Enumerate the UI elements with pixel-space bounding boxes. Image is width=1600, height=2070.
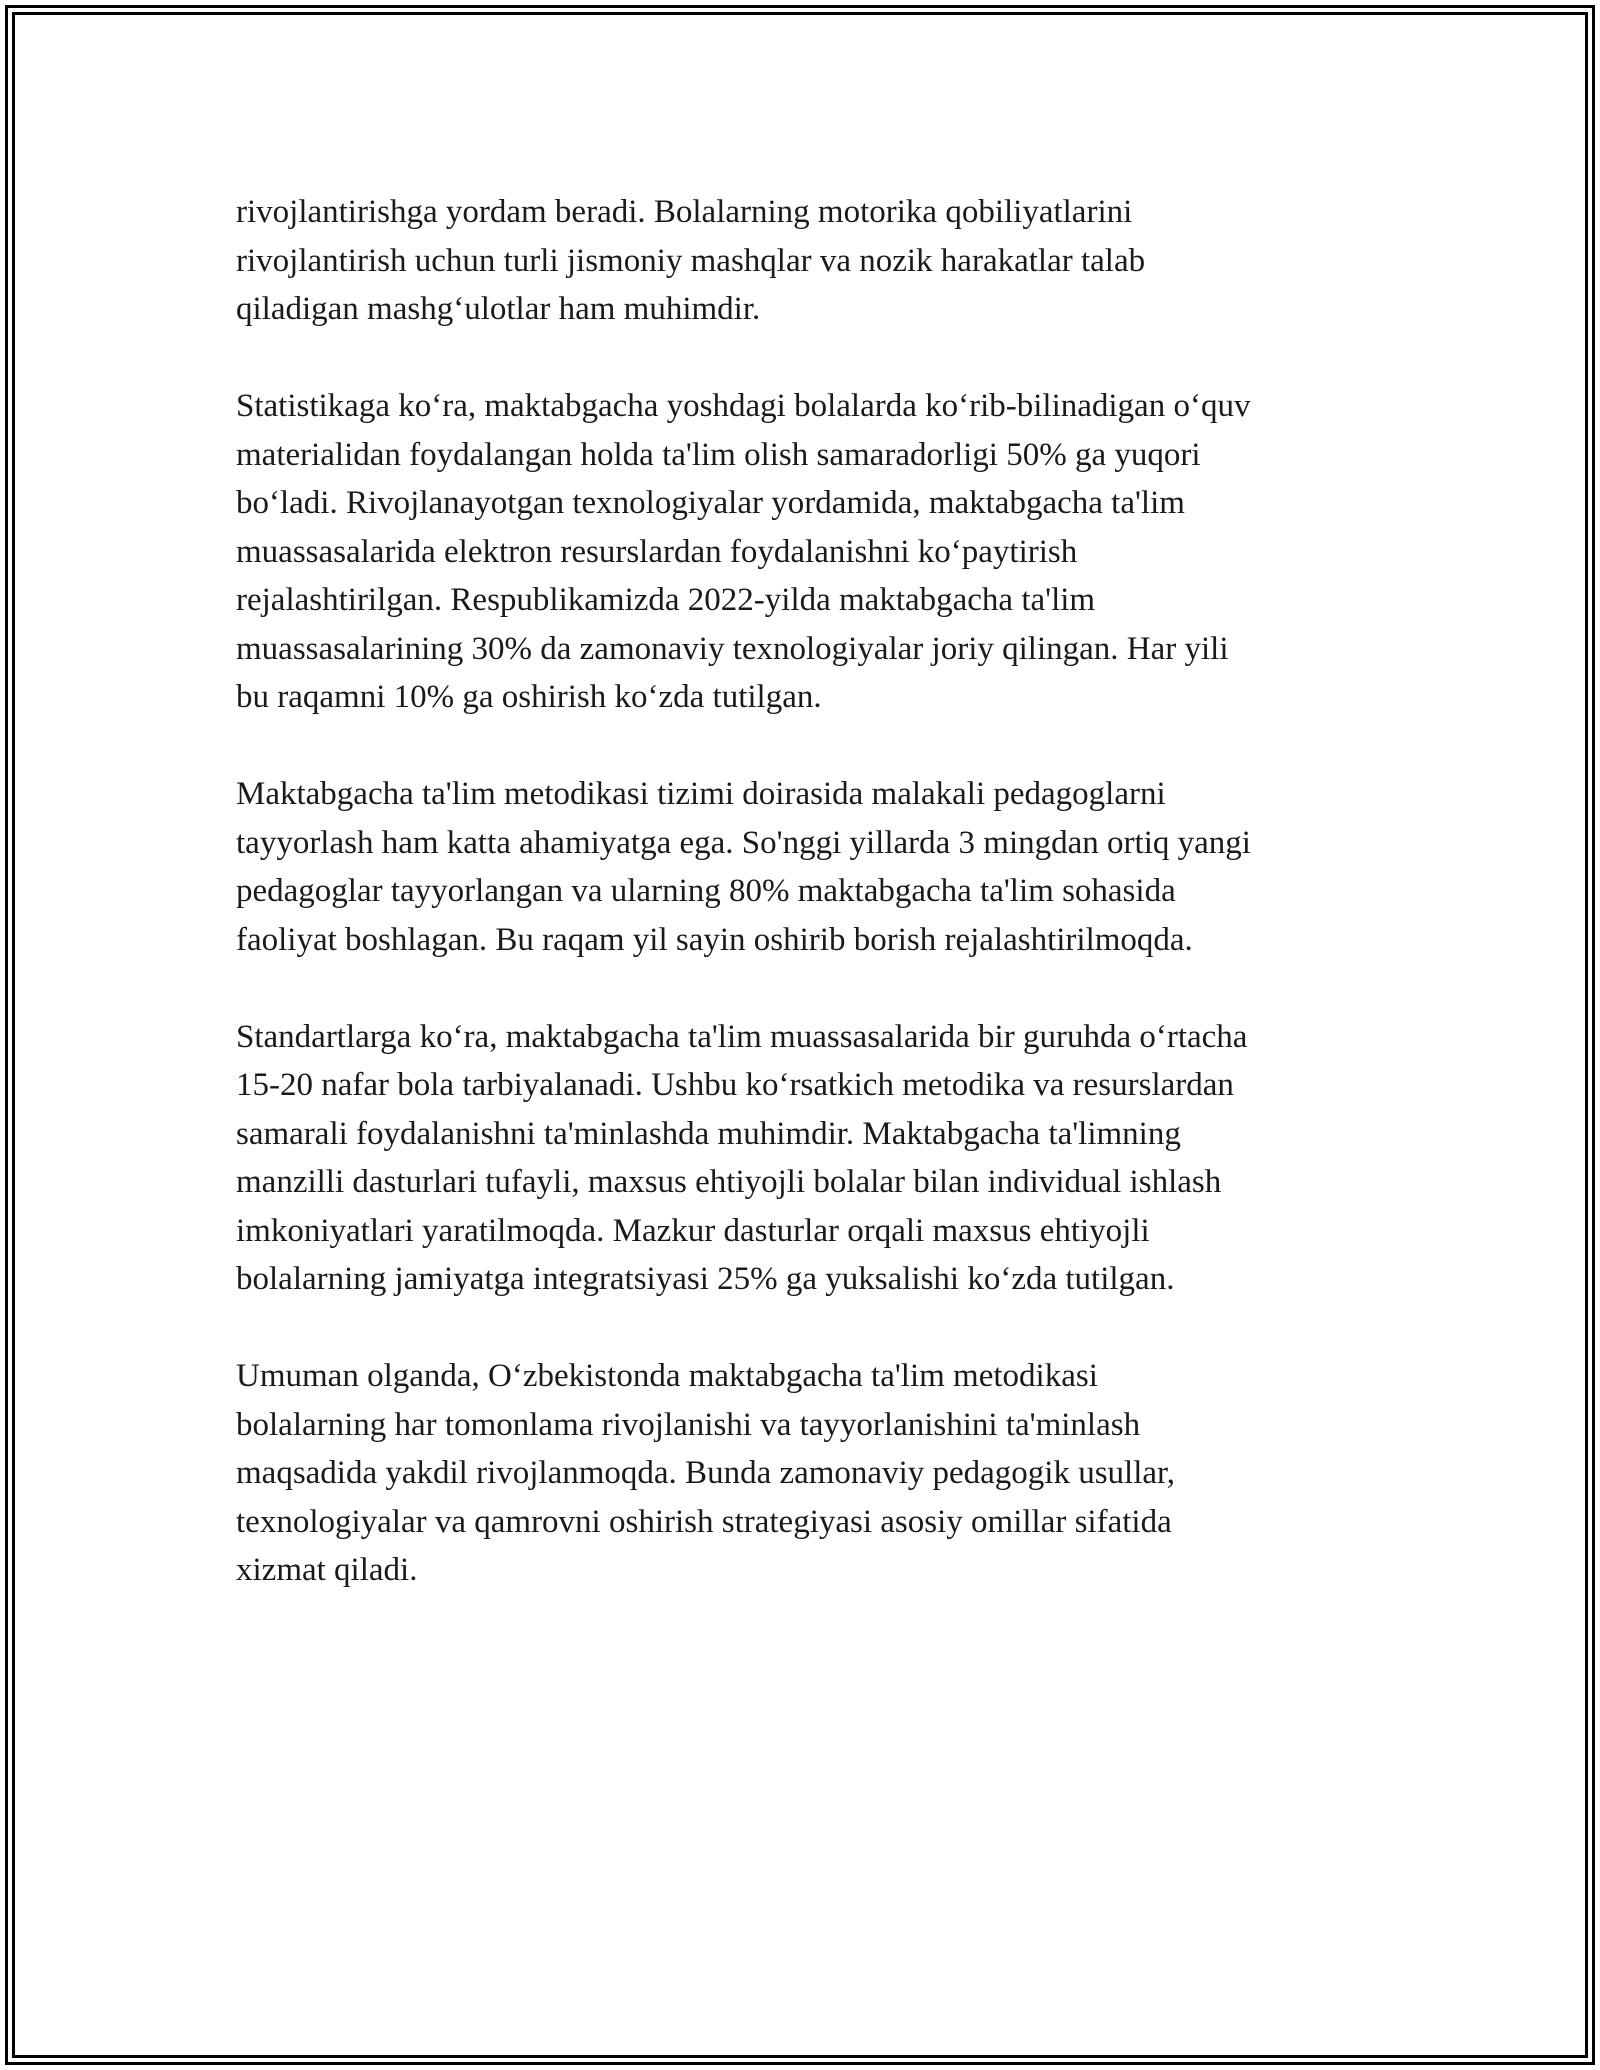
text-line: 15-20 nafar bola tarbiyalanadi. Ushbu ko‘rsatkich metodika va resurslardan (236, 1067, 1234, 1103)
text-line: faoliyat boshlagan. Bu raqam yil sayin oshirib borish rejalashtirilmoqda. (236, 921, 1193, 958)
text-line: samarali foydalanishni ta'minlashda muhimdir. Maktabgacha ta'limning (236, 1115, 1181, 1152)
text-line: qiladigan mashg‘ulotlar ham muhimdir. (236, 291, 761, 327)
text-line: bu raqamni 10% ga oshirish ko‘zda tutilgan. (236, 679, 822, 715)
text-line: bolalarning har tomonlama rivojlanishi va tayyorlanishini ta'minlash (236, 1406, 1141, 1443)
text-line: muassasalarining 30% da zamonaviy texnologiyalar joriy qilingan. Har yili (236, 630, 1229, 667)
text-line: bo‘ladi. Rivojlanayotgan texnologiyalar yordamida, maktabgacha ta'lim (236, 485, 1185, 521)
document-body (236, 188, 1376, 1643)
text-line: pedagoglar tayyorlangan va ularning 80% maktabgacha ta'lim sohasida (236, 873, 1176, 909)
paragraph-5 (236, 1352, 1376, 1595)
text-line: Standartlarga ko‘ra, maktabgacha ta'lim muassasalarida bir guruhda o‘rtacha (236, 1018, 1248, 1055)
paragraph-2 (236, 382, 1376, 722)
text-line: Statistikaga ko‘ra, maktabgacha yoshdagi bolalarda ko‘rib-bilinadigan o‘quv (236, 388, 1251, 424)
text-line: Maktabgacha ta'lim metodikasi tizimi doirasida malakali pedagoglarni (236, 776, 1166, 812)
paragraph-1 (236, 188, 1376, 334)
text-line: Umuman olganda, O‘zbekistonda maktabgacha ta'lim metodikasi (236, 1358, 1098, 1394)
text-line: tayyorlash ham katta ahamiyatga ega. So'nggi yillarda 3 mingdan ortiq yangi (236, 824, 1251, 861)
text-line: maqsadida yakdil rivojlanmoqda. Bunda zamonaviy pedagogik usullar, (236, 1455, 1175, 1491)
text-line: xizmat qiladi. (236, 1552, 418, 1588)
text-line: rejalashtirilgan. Respublikamizda 2022-yilda maktabgacha ta'lim (236, 582, 1096, 618)
text-line: bolalarning jamiyatga integratsiyasi 25% ga yuksalishi ko‘zda tutilgan. (236, 1261, 1175, 1297)
text-line: muassasalarida elektron resurslardan foydalanishni ko‘paytirish (236, 533, 1078, 570)
text-line: imkoniyatlari yaratilmoqda. Mazkur dasturlar orqali maxsus ehtiyojli (236, 1212, 1150, 1249)
text-line: materialidan foydalangan holda ta'lim olish samaradorligi 50% ga yuqori (236, 436, 1201, 473)
text-line: texnologiyalar va qamrovni oshirish strategiyasi asosiy omillar sifatida (236, 1503, 1172, 1540)
paragraph-4 (236, 1013, 1376, 1304)
text-line: manzilli dasturlari tufayli, maxsus ehtiyojli bolalar bilan individual ishlash (236, 1164, 1222, 1200)
paragraph-3 (236, 770, 1376, 964)
text-line: rivojlantirish uchun turli jismoniy mashqlar va nozik harakatlar talab (236, 242, 1146, 279)
text-line: rivojlantirishga yordam beradi. Bolalarning motorika qobiliyatlarini (236, 194, 1133, 230)
